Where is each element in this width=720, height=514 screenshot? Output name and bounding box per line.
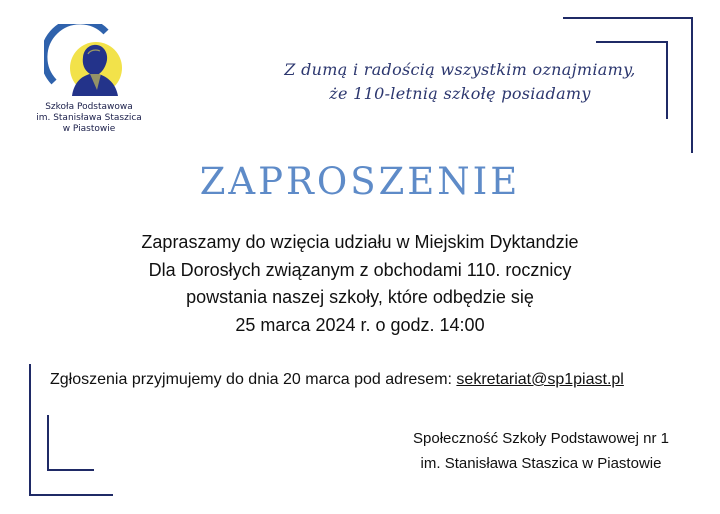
invitation-heading: ZAPROSZENIE [199,160,521,203]
registration-info [50,369,690,391]
school-name-line2: im. Stanisława Staszica [36,113,142,123]
email-link[interactable]: sekretariat@sp1piast.pl [456,371,624,388]
signature-line2: im. Stanisława Staszica w Piastowie [420,455,662,472]
invitation-body [60,229,660,339]
body-line3: powstania naszej szkoły, które odbędzie się [186,287,534,307]
registration-text: Zgłoszenia przyjmujemy do dnia 20 marca pod adresem: [50,371,457,388]
tagline [240,58,680,106]
bottom-left-inner-frame [47,415,94,471]
school-emblem-icon [44,24,134,104]
school-logo [24,24,154,136]
school-name [24,102,154,135]
signature [372,426,710,476]
tagline-line2: że 110-letnią szkołę posiadamy [329,84,591,103]
body-line4: 25 marca 2024 r. o godz. 14:00 [235,314,485,335]
body-line1: Zapraszamy do wzięcia udziału w Miejskim Dyktandzie [141,232,579,252]
school-name-line1: Szkoła Podstawowa [45,102,133,112]
body-line2: Dla Dorosłych związanym z obchodami 110. rocznicy [148,259,572,280]
tagline-line1: Z dumą i radością wszystkim oznajmiamy, [284,60,636,79]
school-name-line3: w Piastowie [62,124,116,134]
signature-line1: Społeczność Szkoły Podstawowej nr 1 [413,430,669,447]
